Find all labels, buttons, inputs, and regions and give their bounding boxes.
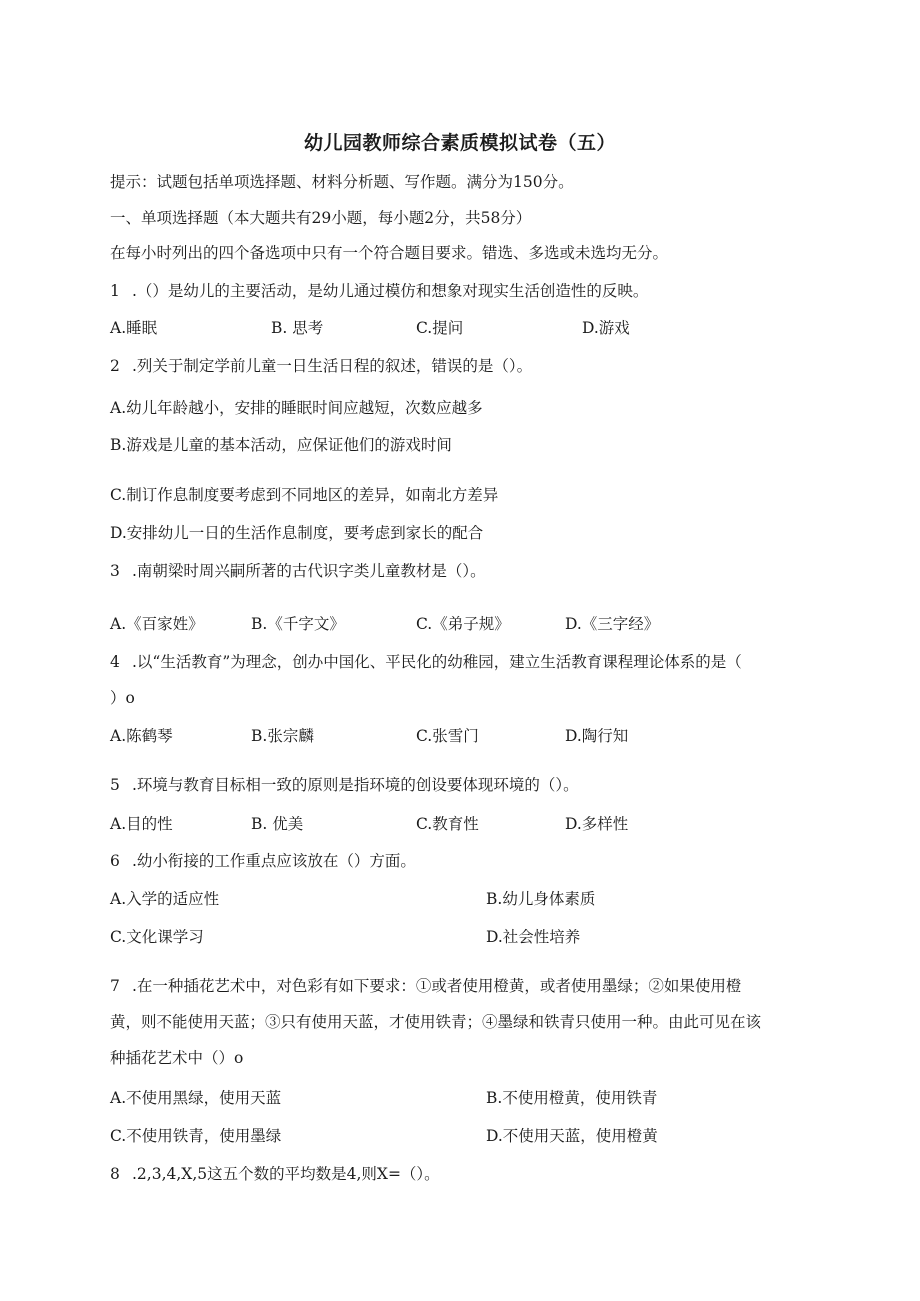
question-7-continuation-2: 种插花艺术中（）o — [110, 1049, 244, 1067]
question-number: 4 — [110, 653, 120, 671]
question-4 — [110, 652, 742, 672]
exam-title: 幼儿园教师综合素质模拟试卷（五） — [303, 132, 616, 154]
question-5 — [110, 775, 579, 795]
question-number: 5 — [110, 776, 120, 794]
option-b: B.《千字文》 — [251, 615, 345, 633]
option-d: D.不使用天蓝，使用橙黄 — [486, 1127, 658, 1145]
question-3 — [110, 561, 486, 581]
option-c: C.《弟子规》 — [416, 615, 510, 633]
option-c: C.张雪门 — [416, 727, 479, 745]
option-c: C.提问 — [416, 319, 464, 337]
question-number: 1 — [110, 282, 120, 300]
option-b: B.不使用橙黄，使用铁青 — [486, 1089, 658, 1107]
question-7 — [110, 976, 741, 996]
question-text: .环境与教育目标相一致的原则是指环境的创设要体现环境的（）。 — [132, 776, 579, 794]
option-a: A.入学的适应性 — [110, 890, 220, 908]
question-1 — [110, 281, 648, 301]
option-a: A.睡眠 — [110, 319, 158, 337]
option-c: C.教育性 — [416, 815, 479, 833]
option-a: A.目的性 — [110, 815, 173, 833]
option-d: D.游戏 — [582, 319, 630, 337]
option-a: A.不使用黑绿，使用天蓝 — [110, 1089, 282, 1107]
option-b: B. 思考 — [271, 319, 324, 337]
question-text: .以“生活教育”为理念，创办中国化、平民化的幼稚园，建立生活教育课程理论体系的是（ — [132, 653, 742, 671]
question-number: 2 — [110, 357, 120, 375]
section-instruction: 在每小时列出的四个备选项中只有一个符合题目要求。错选、多选或未选均无分。 — [110, 244, 669, 262]
option-a: A.陈鹤琴 — [110, 727, 173, 745]
option-b: B.幼儿身体素质 — [486, 890, 596, 908]
section-heading: 一、单项选择题（本大题共有29小题，每小题2分，共58分） — [110, 209, 532, 227]
option-d: D.《三字经》 — [565, 615, 660, 633]
option-a: A.幼儿年龄越小，安排的睡眠时间应越短，次数应越多 — [110, 399, 483, 417]
option-c: C.文化课学习 — [110, 928, 204, 946]
question-number: 6 — [110, 852, 120, 870]
question-2 — [110, 356, 532, 376]
exam-tip: 提示：试题包括单项选择题、材料分析题、写作题。满分为150分。 — [110, 173, 574, 191]
option-b: B.游戏是儿童的基本活动，应保证他们的游戏时间 — [110, 436, 452, 454]
option-d: D.社会性培养 — [486, 928, 581, 946]
question-text: .南朝梁时周兴嗣所著的古代识字类儿童教材是（）。 — [132, 562, 486, 580]
question-number: 8 — [110, 1165, 120, 1183]
option-d: D.陶行知 — [565, 727, 629, 745]
option-c: C.制订作息制度要考虑到不同地区的差异，如南北方差异 — [110, 486, 499, 504]
option-d: D.安排幼儿一日的生活作息制度，要考虑到家长的配合 — [110, 524, 484, 542]
question-4-continuation: ）o — [110, 689, 135, 707]
question-text: .在一种插花艺术中，对色彩有如下要求：①或者使用橙黄，或者使用墨绿；②如果使用橙 — [132, 977, 742, 995]
question-8 — [110, 1164, 440, 1184]
option-a: A.《百家姓》 — [110, 615, 204, 633]
option-b: B.张宗麟 — [251, 727, 314, 745]
question-6 — [110, 851, 416, 871]
question-text: .2,3,4,X,5这五个数的平均数是4,则X=（）。 — [132, 1165, 440, 1183]
question-text: .列关于制定学前儿童一日生活日程的叙述，错误的是（）。 — [132, 357, 533, 375]
option-d: D.多样性 — [565, 815, 629, 833]
question-number: 3 — [110, 562, 120, 580]
question-text: .幼小衔接的工作重点应该放在（）方面。 — [132, 852, 416, 870]
option-b: B. 优美 — [251, 815, 304, 833]
question-7-continuation: 黄，则不能使用天蓝；③只有使用天蓝，才使用铁青；④墨绿和铁青只使用一种。由此可见在该 — [110, 1013, 762, 1031]
question-text: .（）是幼儿的主要活动，是幼儿通过模仿和想象对现实生活创造性的反映。 — [132, 282, 649, 300]
question-number: 7 — [110, 977, 120, 995]
option-c: C.不使用铁青，使用墨绿 — [110, 1127, 282, 1145]
